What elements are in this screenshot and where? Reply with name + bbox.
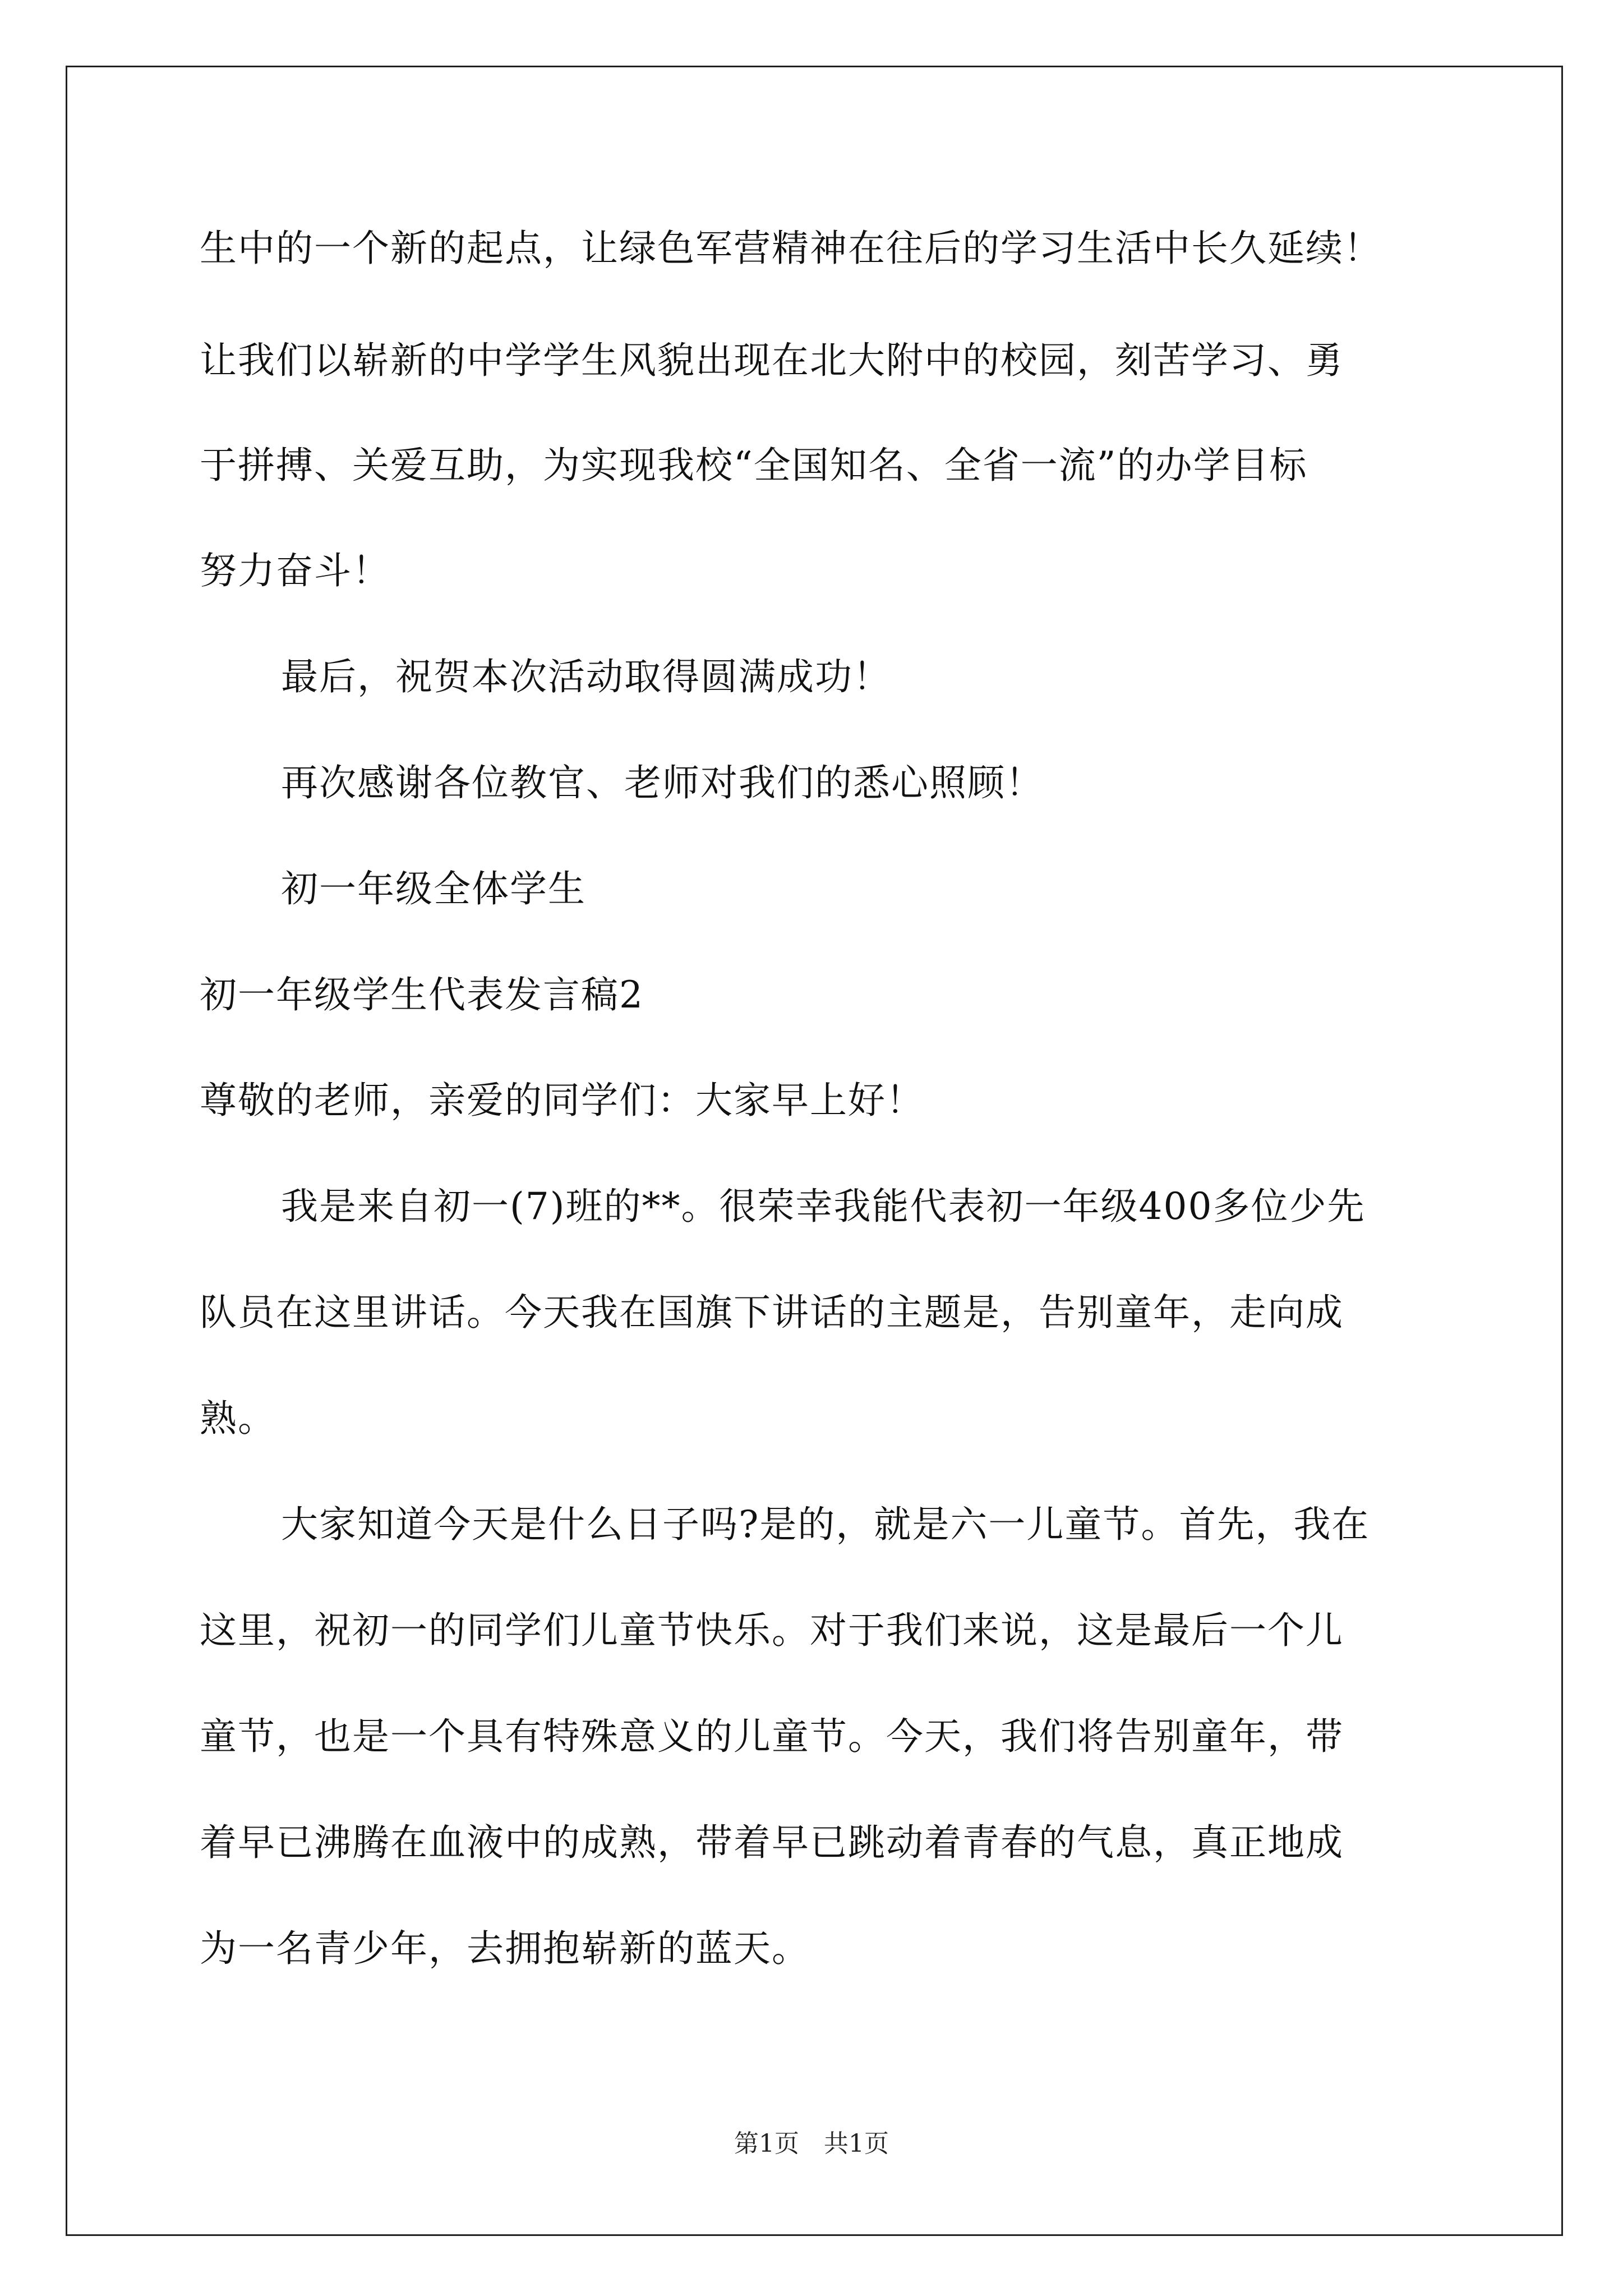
- text-line: 队员在这里讲话。今天我在国旗下讲话的主题是，告别童年，走向成: [200, 1291, 1344, 1334]
- text-line: 再次感谢各位教官、老师对我们的悉心照顾！: [281, 761, 1044, 804]
- text-line: 让我们以崭新的中学学生风貌出现在北大附中的校园，刻苦学习、勇: [200, 339, 1344, 382]
- page-border: [66, 66, 1563, 2236]
- text-line: 生中的一个新的起点，让绿色军营精神在往后的学习生活中长久延续！: [200, 227, 1382, 270]
- text-line: 大家知道今天是什么日子吗?是的，就是六一儿童节。首先，我在: [281, 1503, 1370, 1546]
- salutation: 尊敬的老师，亲爱的同学们：大家早上好！: [200, 1079, 924, 1122]
- section-title: 初一年级学生代表发言稿2: [200, 973, 644, 1016]
- text-line: 努力奋斗！: [200, 549, 390, 592]
- text-line: 熟。: [200, 1397, 276, 1440]
- text-line: 这里，祝初一的同学们儿童节快乐。对于我们来说，这是最后一个儿: [200, 1609, 1344, 1652]
- text-line: 为一名青少年，去拥抱崭新的蓝天。: [200, 1927, 810, 1970]
- text-line: 我是来自初一(7)班的**。很荣幸我能代表初一年级400多位少先: [281, 1185, 1366, 1228]
- text-line: 于拼搏、关爱互助，为实现我校“全国知名、全省一流”的办学目标: [200, 444, 1308, 487]
- text-line: 着早已沸腾在血液中的成熟，带着早已跳动着青春的气息，真正地成: [200, 1821, 1344, 1864]
- text-line: 初一年级全体学生: [281, 867, 586, 910]
- text-line: 童节，也是一个具有特殊意义的儿童节。今天，我们将告别童年，带: [200, 1715, 1344, 1758]
- page-number: 第1页 共1页: [734, 2129, 889, 2158]
- text-line: 最后，祝贺本次活动取得圆满成功！: [281, 655, 891, 698]
